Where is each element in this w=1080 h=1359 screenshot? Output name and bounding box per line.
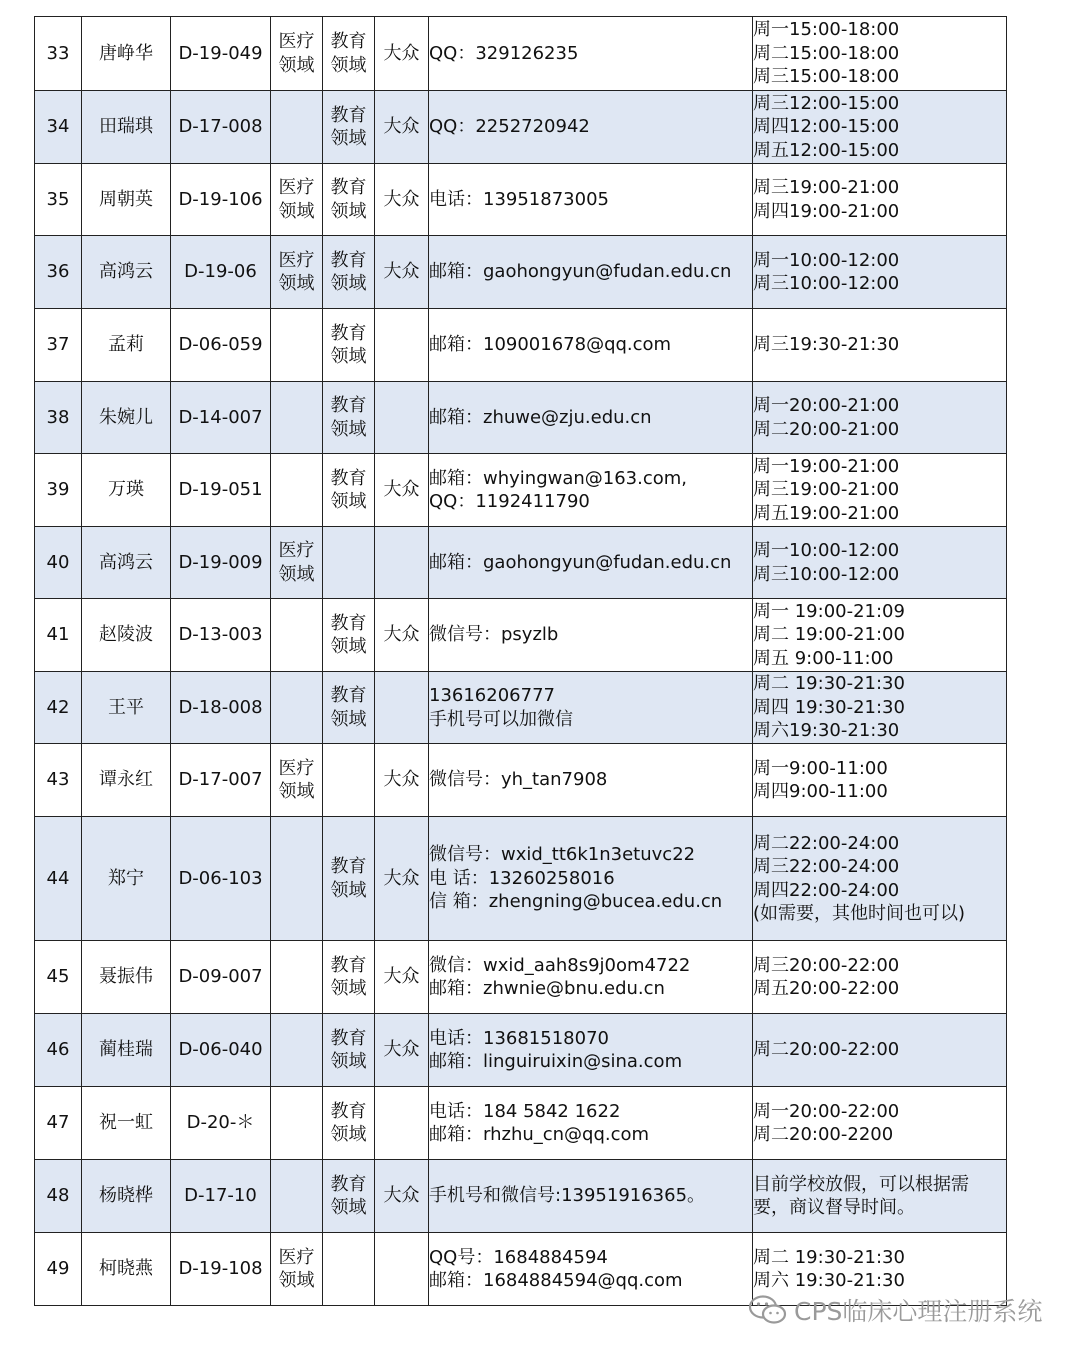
available-time-line: 目前学校放假，可以根据需 <box>753 1173 969 1195</box>
public-field: 大众 <box>375 17 429 91</box>
medical-field <box>271 382 323 454</box>
education-field <box>323 941 375 1014</box>
education-field-line: 领域 <box>330 879 367 901</box>
contact-info <box>429 817 753 941</box>
public-field: 大众 <box>375 1014 429 1087</box>
education-field-line: 教育 <box>330 249 367 271</box>
public-field <box>375 309 429 382</box>
available-time-line: 周一20:00-21:00 <box>753 395 900 416</box>
row-number: 41 <box>35 599 82 672</box>
available-time-line: 周二15:00-18:00 <box>753 42 900 64</box>
row-number: 33 <box>35 17 82 91</box>
table-row <box>35 817 1007 941</box>
available-time-line: 周三10:00-12:00 <box>753 563 900 585</box>
education-field-line: 领域 <box>330 273 367 294</box>
contact-info-line: 微信号：wxid_tt6k1n3etuvc22 <box>429 844 696 866</box>
public-field: 大众 <box>375 817 429 941</box>
available-time-line: 周二 19:00-21:00 <box>753 624 905 646</box>
education-field-line: 教育 <box>330 31 367 52</box>
public-field <box>375 1087 429 1160</box>
registration-code: D-20-＊ <box>171 1087 271 1160</box>
table-row <box>35 672 1007 744</box>
education-field-line: 教育 <box>330 177 367 198</box>
public-field: 大众 <box>375 599 429 672</box>
row-number: 35 <box>35 164 82 236</box>
supervisor-name: 唐峥华 <box>82 17 171 91</box>
available-time <box>753 1014 1007 1087</box>
contact-info-line: 13616206777 <box>429 685 555 706</box>
education-field <box>323 1233 375 1306</box>
row-number: 39 <box>35 454 82 527</box>
education-field <box>323 164 375 236</box>
supervisor-name: 郑宁 <box>82 817 171 941</box>
contact-info-line: QQ号：1684884594 <box>429 1246 608 1268</box>
medical-field <box>271 1233 323 1306</box>
registration-code: D-19-049 <box>171 17 271 91</box>
contact-info <box>429 382 753 454</box>
available-time <box>753 1160 1007 1233</box>
education-field-line: 教育 <box>330 1100 367 1122</box>
row-number: 48 <box>35 1160 82 1233</box>
education-field <box>323 236 375 309</box>
education-field <box>323 672 375 744</box>
contact-info-line: 邮箱：gaohongyun@fudan.edu.cn <box>429 551 732 573</box>
contact-info <box>429 1233 753 1306</box>
available-time-line: 要，商议督导时间。 <box>753 1197 915 1218</box>
education-field-line: 教育 <box>330 954 367 976</box>
row-number: 46 <box>35 1014 82 1087</box>
medical-field <box>271 1160 323 1233</box>
supervisor-schedule-table <box>34 16 1007 1306</box>
education-field <box>323 817 375 941</box>
medical-field <box>271 236 323 309</box>
available-time-line: 周四9:00-11:00 <box>753 781 888 802</box>
contact-info <box>429 309 753 382</box>
available-time-line: 周三19:00-21:00 <box>753 177 900 198</box>
education-field-line: 教育 <box>330 467 367 489</box>
available-time <box>753 17 1007 91</box>
contact-info-line: 微信号：yh_tan7908 <box>429 769 608 791</box>
available-time <box>753 454 1007 527</box>
education-field-line: 教育 <box>330 1173 367 1195</box>
available-time-line: 周五 9:00-11:00 <box>753 647 894 669</box>
medical-field <box>271 672 323 744</box>
table-row <box>35 382 1007 454</box>
contact-info <box>429 1014 753 1087</box>
medical-field <box>271 599 323 672</box>
available-time-line: 周一19:00-21:00 <box>753 455 900 477</box>
registration-code: D-19-106 <box>171 164 271 236</box>
watermark-text: CPS临床心理注册系统 <box>794 1297 1043 1326</box>
education-field <box>323 17 375 91</box>
contact-info <box>429 744 753 817</box>
available-time-line: 周三20:00-22:00 <box>753 954 900 976</box>
available-time-line: 周三19:00-21:00 <box>753 479 900 501</box>
available-time-line: 周一10:00-12:00 <box>753 540 900 561</box>
public-field <box>375 527 429 599</box>
table-row <box>35 1160 1007 1233</box>
medical-field-line: 医疗 <box>278 177 315 198</box>
public-field: 大众 <box>375 941 429 1014</box>
public-field: 大众 <box>375 91 429 164</box>
medical-field-line: 医疗 <box>278 1246 315 1268</box>
medical-field <box>271 454 323 527</box>
public-field <box>375 1233 429 1306</box>
row-number: 43 <box>35 744 82 817</box>
available-time-line: 周六19:30-21:30 <box>753 720 900 742</box>
medical-field-line: 医疗 <box>278 249 315 271</box>
public-field: 大众 <box>375 164 429 236</box>
contact-info-line: 电话：13681518070 <box>429 1027 609 1049</box>
available-time <box>753 164 1007 236</box>
contact-info-line: 邮箱：linguiruixin@sina.com <box>429 1051 683 1072</box>
table-row <box>35 236 1007 309</box>
registration-code: D-18-008 <box>171 672 271 744</box>
education-field-line: 教育 <box>330 856 367 877</box>
table-row <box>35 599 1007 672</box>
registration-code: D-06-059 <box>171 309 271 382</box>
row-number: 45 <box>35 941 82 1014</box>
table-row <box>35 744 1007 817</box>
education-field-line: 领域 <box>330 1124 367 1145</box>
public-field: 大众 <box>375 454 429 527</box>
contact-info-line: 微信号：psyzlb <box>429 624 559 646</box>
medical-field <box>271 817 323 941</box>
contact-info-line: 电话：13951873005 <box>429 188 609 210</box>
education-field-line: 教育 <box>330 1027 367 1049</box>
available-time-line: 周三10:00-12:00 <box>753 273 900 294</box>
table-row <box>35 17 1007 91</box>
supervisor-name: 朱婉儿 <box>82 382 171 454</box>
contact-info-line: 微信：wxid_aah8s9j0om4722 <box>429 954 691 976</box>
education-field-line: 教育 <box>330 322 367 344</box>
education-field-line: 领域 <box>330 418 367 440</box>
education-field-line: 教育 <box>330 685 367 706</box>
medical-field-line: 领域 <box>278 54 315 76</box>
medical-field <box>271 941 323 1014</box>
education-field-line: 教育 <box>330 104 367 126</box>
available-time-line: 周六 19:30-21:30 <box>753 1270 905 1291</box>
available-time-line: 周一20:00-22:00 <box>753 1100 900 1122</box>
medical-field-line: 医疗 <box>278 540 315 561</box>
contact-info-line: 手机号和微信号:13951916365。 <box>429 1185 706 1207</box>
contact-info-line: 电 话：13260258016 <box>429 867 615 889</box>
contact-info <box>429 17 753 91</box>
contact-info-line: 邮箱：gaohongyun@fudan.edu.cn <box>429 261 732 283</box>
table-row <box>35 454 1007 527</box>
supervisor-name: 聂振伟 <box>82 941 171 1014</box>
supervisor-name: 祝一虹 <box>82 1087 171 1160</box>
education-field-line: 领域 <box>330 54 367 76</box>
supervisor-name: 谭永红 <box>82 744 171 817</box>
supervisor-name: 周朝英 <box>82 164 171 236</box>
available-time-line: 周一 19:00-21:09 <box>753 600 905 622</box>
available-time-line: 周二20:00-2200 <box>753 1124 894 1145</box>
available-time <box>753 1087 1007 1160</box>
contact-info <box>429 1087 753 1160</box>
medical-field-line: 领域 <box>278 563 315 585</box>
education-field-line: 领域 <box>330 128 367 149</box>
row-number: 38 <box>35 382 82 454</box>
table-row <box>35 941 1007 1014</box>
supervisor-name: 孟莉 <box>82 309 171 382</box>
public-field <box>375 672 429 744</box>
medical-field-line: 领域 <box>278 1270 315 1291</box>
supervisor-name: 万瑛 <box>82 454 171 527</box>
contact-info <box>429 527 753 599</box>
education-field <box>323 527 375 599</box>
supervisor-name: 高鸿云 <box>82 527 171 599</box>
available-time-line: 周二22:00-24:00 <box>753 832 900 854</box>
registration-code: D-19-009 <box>171 527 271 599</box>
registration-code: D-19-108 <box>171 1233 271 1306</box>
registration-code: D-14-007 <box>171 382 271 454</box>
registration-code: D-19-06 <box>171 236 271 309</box>
available-time-line: 周三19:30-21:30 <box>753 334 900 356</box>
education-field-line: 教育 <box>330 612 367 634</box>
education-field <box>323 599 375 672</box>
medical-field <box>271 1087 323 1160</box>
available-time-line: 周四12:00-15:00 <box>753 116 900 138</box>
available-time-line: (如需要，其他时间也可以) <box>753 903 966 924</box>
contact-info <box>429 91 753 164</box>
supervisor-name: 杨晓桦 <box>82 1160 171 1233</box>
row-number: 37 <box>35 309 82 382</box>
medical-field <box>271 744 323 817</box>
contact-info-line: QQ：2252720942 <box>429 116 590 138</box>
available-time-line: 周二20:00-21:00 <box>753 418 900 440</box>
available-time <box>753 309 1007 382</box>
row-number: 47 <box>35 1087 82 1160</box>
supervisor-name: 王平 <box>82 672 171 744</box>
available-time-line: 周一9:00-11:00 <box>753 757 888 779</box>
registration-code: D-13-003 <box>171 599 271 672</box>
contact-info <box>429 454 753 527</box>
education-field <box>323 1014 375 1087</box>
contact-info-line: QQ：1192411790 <box>429 491 590 512</box>
supervisor-name: 高鸿云 <box>82 236 171 309</box>
medical-field-line: 领域 <box>278 200 315 222</box>
education-field <box>323 744 375 817</box>
education-field <box>323 1160 375 1233</box>
education-field <box>323 382 375 454</box>
medical-field-line: 领域 <box>278 781 315 802</box>
registration-code: D-19-051 <box>171 454 271 527</box>
available-time <box>753 817 1007 941</box>
contact-info <box>429 672 753 744</box>
contact-info-line: 手机号可以加微信 <box>429 708 573 730</box>
education-field-line: 领域 <box>330 1197 367 1218</box>
education-field <box>323 454 375 527</box>
public-field: 大众 <box>375 1160 429 1233</box>
row-number: 49 <box>35 1233 82 1306</box>
supervisor-name: 赵陵波 <box>82 599 171 672</box>
registration-code: D-09-007 <box>171 941 271 1014</box>
available-time <box>753 527 1007 599</box>
available-time-line: 周三15:00-18:00 <box>753 66 900 88</box>
public-field: 大众 <box>375 744 429 817</box>
table-row <box>35 164 1007 236</box>
table-row <box>35 91 1007 164</box>
table-row <box>35 309 1007 382</box>
available-time-line: 周二 19:30-21:30 <box>753 1246 905 1268</box>
available-time <box>753 599 1007 672</box>
available-time-line: 周五19:00-21:00 <box>753 502 900 524</box>
available-time <box>753 91 1007 164</box>
medical-field-line: 领域 <box>278 273 315 294</box>
education-field-line: 领域 <box>330 200 367 222</box>
medical-field <box>271 164 323 236</box>
row-number: 40 <box>35 527 82 599</box>
medical-field <box>271 527 323 599</box>
contact-info-line: 电话：184 5842 1622 <box>429 1100 621 1122</box>
contact-info <box>429 164 753 236</box>
education-field-line: 领域 <box>330 636 367 657</box>
registration-code: D-06-103 <box>171 817 271 941</box>
registration-code: D-17-007 <box>171 744 271 817</box>
registration-code: D-17-008 <box>171 91 271 164</box>
education-field <box>323 91 375 164</box>
available-time-line: 周一10:00-12:00 <box>753 249 900 271</box>
medical-field-line: 医疗 <box>278 757 315 779</box>
contact-info-line: QQ：329126235 <box>429 42 579 64</box>
available-time-line: 周四 19:30-21:30 <box>753 696 905 718</box>
table-row <box>35 1014 1007 1087</box>
contact-info-line: 邮箱：zhuwe@zju.edu.cn <box>429 406 652 428</box>
table-row <box>35 527 1007 599</box>
contact-info <box>429 1160 753 1233</box>
available-time-line: 周四19:00-21:00 <box>753 200 900 222</box>
available-time-line: 周二20:00-22:00 <box>753 1039 900 1061</box>
contact-info-line: 邮箱：rhzhu_cn@qq.com <box>429 1124 650 1145</box>
contact-info-line: 邮箱：1684884594@qq.com <box>429 1270 683 1291</box>
contact-info <box>429 236 753 309</box>
row-number: 44 <box>35 817 82 941</box>
available-time-line: 周四22:00-24:00 <box>753 879 900 901</box>
available-time <box>753 941 1007 1014</box>
public-field <box>375 382 429 454</box>
contact-info-line: 邮箱：zhwnie@bnu.edu.cn <box>429 978 665 999</box>
education-field-line: 领域 <box>330 346 367 367</box>
public-field: 大众 <box>375 236 429 309</box>
available-time-line: 周二 19:30-21:30 <box>753 673 905 695</box>
supervisor-name: 田瑞琪 <box>82 91 171 164</box>
row-number: 36 <box>35 236 82 309</box>
registration-code: D-06-040 <box>171 1014 271 1087</box>
medical-field <box>271 91 323 164</box>
medical-field-line: 医疗 <box>278 31 315 52</box>
contact-info-line: 信 箱：zhengning@bucea.edu.cn <box>429 891 723 913</box>
watermark <box>748 1290 1042 1330</box>
available-time-line: 周五12:00-15:00 <box>753 139 900 161</box>
education-field-line: 领域 <box>330 1051 367 1072</box>
wechat-icon <box>748 1294 788 1326</box>
available-time-line: 周五20:00-22:00 <box>753 978 900 999</box>
medical-field <box>271 1014 323 1087</box>
education-field-line: 教育 <box>330 395 367 416</box>
available-time-line: 周三22:00-24:00 <box>753 856 900 877</box>
supervisor-name: 柯晓燕 <box>82 1233 171 1306</box>
education-field <box>323 309 375 382</box>
contact-info <box>429 599 753 672</box>
table-row <box>35 1087 1007 1160</box>
education-field-line: 领域 <box>330 708 367 730</box>
available-time <box>753 382 1007 454</box>
education-field-line: 领域 <box>330 491 367 512</box>
contact-info <box>429 941 753 1014</box>
available-time <box>753 744 1007 817</box>
available-time <box>753 236 1007 309</box>
row-number: 34 <box>35 91 82 164</box>
available-time <box>753 672 1007 744</box>
contact-info-line: 邮箱：whyingwan@163.com, <box>429 467 688 489</box>
available-time-line: 周一15:00-18:00 <box>753 19 900 41</box>
supervisor-name: 蔺桂瑞 <box>82 1014 171 1087</box>
registration-code: D-17-10 <box>171 1160 271 1233</box>
medical-field <box>271 309 323 382</box>
row-number: 42 <box>35 672 82 744</box>
education-field-line: 领域 <box>330 978 367 999</box>
education-field <box>323 1087 375 1160</box>
contact-info-line: 邮箱：109001678@qq.com <box>429 334 672 356</box>
medical-field <box>271 17 323 91</box>
available-time-line: 周三12:00-15:00 <box>753 92 900 114</box>
